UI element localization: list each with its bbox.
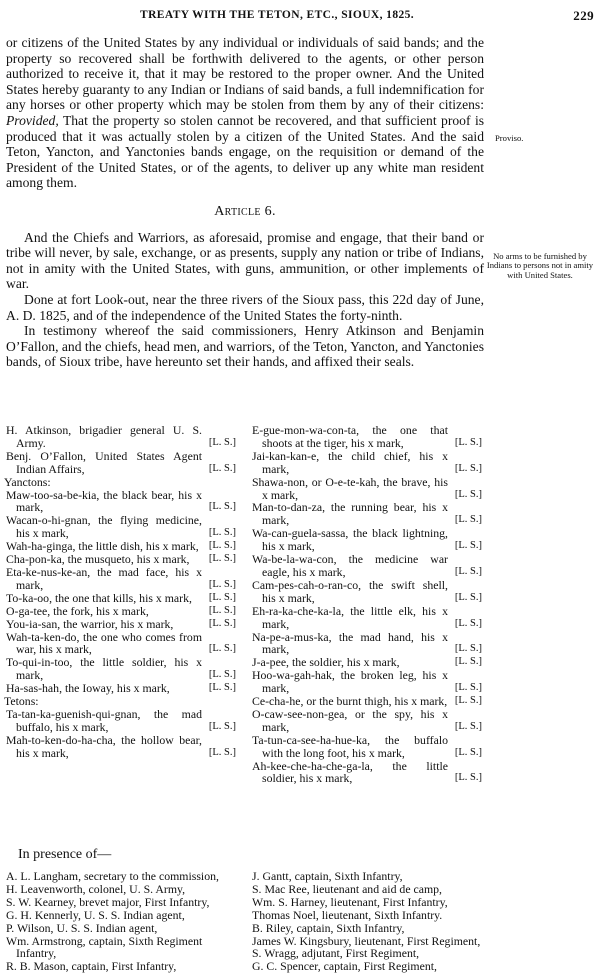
signature-text: O-caw-see-non-gea, or the spy, his x mark, bbox=[252, 706, 448, 734]
signature-text: Jai-kan-kan-e, the child chief, his x mark, bbox=[252, 448, 448, 476]
signature-entry bbox=[252, 450, 484, 476]
signature-entry bbox=[6, 450, 238, 476]
seal-mark: [L. S.] bbox=[454, 540, 482, 552]
signature-text: Ta-tun-ca-see-ha-hue-ka, the buffalo with the long foot, his x mark, bbox=[252, 732, 448, 760]
seal-mark: [L. S.] bbox=[208, 527, 236, 539]
seal-mark: [L. S.] bbox=[208, 578, 236, 590]
article-heading: Article 6. bbox=[214, 203, 276, 219]
seal-mark: [L. S.] bbox=[454, 643, 482, 655]
signature-text: Tetons: bbox=[4, 694, 39, 709]
seal-mark: [L. S.] bbox=[208, 501, 236, 513]
paragraph-2: And the Chiefs and Warriors, as aforesaid, promise and engage, that their band or tribe will never, by sale, exchange, or as presents, supply any nation or tribe of Indians, not in amity with the United States, with guns, ammunition, or other implements of war. bbox=[6, 229, 484, 292]
seal-mark: [L. S.] bbox=[208, 591, 236, 603]
signature-text: Wacan-o-hi-gnan, the flying medicine, his x mark, bbox=[6, 513, 202, 541]
paragraph-3: Done at fort Look-out, near the three rivers of the Sioux pass, this 22d day of June, A. D. 1825, and of the independence of the United States the forty-ninth. bbox=[6, 291, 484, 323]
seal-mark: [L. S.] bbox=[208, 436, 236, 448]
signature-entry bbox=[6, 708, 238, 734]
seal-mark: [L. S.] bbox=[208, 720, 236, 732]
signature-text: Eh-ra-ka-che-ka-la, the little elk, his x mark, bbox=[252, 603, 448, 631]
running-header bbox=[0, 9, 600, 25]
signature-text: Maw-too-sa-be-kia, the black bear, his x mark, bbox=[6, 487, 202, 515]
signature-text: Benj. O’Fallon, United States Agent Indian Affairs, bbox=[6, 448, 202, 476]
witness-entry: G. H. Kennerly, U. S. S. Indian agent, bbox=[6, 907, 185, 922]
signature-text: Wa-be-la-wa-con, the medicine war eagle, his x mark, bbox=[252, 552, 448, 579]
signature-entry bbox=[252, 708, 484, 734]
signature-entry bbox=[252, 631, 484, 657]
proviso-word: Provided, bbox=[6, 112, 59, 128]
signature-entry bbox=[6, 514, 238, 540]
paragraph-4: In testimony whereof the said commissioners, Henry Atkinson and Benjamin O’Fallon, and the chiefs, head men, and warriors, of the Teton, Yancton, and Yanctonies bands, of Sioux tribe, have hereunto set their hands, and affixed their seals. bbox=[6, 323, 484, 370]
signature-text: Ta-tan-ka-guenish-qui-gnan, the mad buffalo, his x mark, bbox=[6, 706, 202, 734]
seal-mark: [L. S.] bbox=[454, 436, 482, 448]
seal-mark: [L. S.] bbox=[208, 462, 236, 474]
signature-entry bbox=[252, 424, 484, 450]
signature-text: H. Atkinson, brigadier general U. S. Army. bbox=[6, 423, 202, 450]
seal-mark: [L. S.] bbox=[454, 514, 482, 526]
treaty-body bbox=[6, 35, 484, 370]
signatures-left-column bbox=[6, 424, 238, 760]
witness-entry: Thomas Noel, lieutenant, Sixth Infantry. bbox=[252, 907, 443, 922]
signature-entry bbox=[252, 476, 484, 502]
margin-note-arms: No arms to be furnished by Indians to persons not in amity with United States. bbox=[486, 251, 594, 280]
seal-mark: [L. S.] bbox=[454, 772, 482, 784]
signature-text: Ah-kee-che-ha-che-ga-la, the little soldier, his x mark, bbox=[252, 758, 448, 786]
signature-entry bbox=[252, 579, 484, 605]
signature-text: Hoo-wa-gah-hak, the broken leg, his x mark, bbox=[252, 668, 448, 696]
signature-entry bbox=[6, 489, 238, 515]
seal-mark: [L. S.] bbox=[454, 656, 482, 668]
seal-mark: [L. S.] bbox=[454, 462, 482, 474]
signature-entry bbox=[252, 501, 484, 527]
signature-text: J-a-pee, the soldier, his x mark, bbox=[252, 655, 400, 670]
seal-mark: [L. S.] bbox=[208, 617, 236, 629]
witness-entry: S. Mac Ree, lieutenant and aid de camp, bbox=[252, 881, 442, 896]
seal-mark: [L. S.] bbox=[208, 540, 236, 552]
witnesses-right-column bbox=[252, 870, 484, 973]
signature-entry bbox=[6, 734, 238, 760]
witness-entry: B. Riley, captain, Sixth Infantry, bbox=[252, 920, 405, 935]
signature-text: Ce-cha-he, or the burnt thigh, his x mark, bbox=[252, 694, 448, 709]
witness-entry: G. C. Spencer, captain, First Regiment, bbox=[252, 959, 437, 973]
header-title: TREATY WITH THE TETON, ETC., SIOUX, 1825. bbox=[140, 9, 415, 21]
witness-entry: Wm. S. Harney, lieutenant, First Infantry, bbox=[252, 894, 448, 909]
witness-entry: R. B. Mason, captain, First Infantry, bbox=[6, 959, 177, 973]
paragraph-1: or citizens of the United States by any individual or individuals of said bands; and the property so recovered shall be forthwith delivered to the agents, or other person authorized to receive it, that it may be restored to the proper owner. And the United States hereby guaranty to any Indian or Indians of said bands, a full indemnification for any horses or other property which may be stolen from them by any of their citizens: Provided, That the property so stolen cannot be recovered, and that sufficient proof is produced that it was actually stolen by a citizen of the United States. And the said Teton, Yancton, and Yanctonies bands engage, on the requisition or demand of the President of the United States, or of the agents, to deliver up any white man resident among them. bbox=[6, 35, 485, 191]
signature-text: Yanctons: bbox=[4, 474, 51, 489]
seal-mark: [L. S.] bbox=[454, 682, 482, 694]
seal-mark: [L. S.] bbox=[454, 746, 482, 758]
signature-text: Man-to-dan-za, the running bear, his x mark, bbox=[252, 500, 448, 528]
witness-entry: S. Wragg, adjutant, First Regiment, bbox=[252, 946, 420, 961]
witness-entry: A. L. Langham, secretary to the commission, bbox=[6, 869, 219, 883]
signature-entry bbox=[6, 566, 238, 592]
seal-mark: [L. S.] bbox=[208, 643, 236, 655]
seal-mark: [L. S.] bbox=[454, 617, 482, 629]
signature-entry bbox=[6, 656, 238, 682]
signature-text: Mah-to-ken-do-ha-cha, the hollow bear, his x mark, bbox=[6, 732, 202, 760]
signature-text: Ha-sas-hah, the Ioway, his x mark, bbox=[6, 681, 170, 696]
witness-entry: J. Gantt, captain, Sixth Infantry, bbox=[252, 869, 403, 883]
signature-entry bbox=[6, 631, 238, 657]
signature-text: To-qui-in-too, the little soldier, his x mark, bbox=[6, 655, 202, 683]
seal-mark: [L. S.] bbox=[454, 695, 482, 707]
signature-text: Na-pe-a-mus-ka, the mad hand, his x mark, bbox=[252, 629, 448, 657]
signature-text: Cam-pes-cah-o-ran-co, the swift shell, his x mark, bbox=[252, 577, 448, 605]
seal-mark: [L. S.] bbox=[454, 591, 482, 603]
signature-text: Wa-can-guela-sassa, the black lightning, his x mark, bbox=[252, 526, 448, 554]
signature-entry bbox=[252, 527, 484, 553]
signature-entry bbox=[252, 553, 484, 579]
seal-mark: [L. S.] bbox=[208, 682, 236, 694]
signature-entry bbox=[252, 605, 484, 631]
seal-mark: [L. S.] bbox=[208, 553, 236, 565]
signature-text: Eta-ke-nus-ke-an, the mad face, his x mark, bbox=[6, 564, 202, 592]
seal-mark: [L. S.] bbox=[454, 488, 482, 500]
page-number: 229 bbox=[573, 8, 594, 23]
signature-text: You-ia-san, the warrior, his x mark, bbox=[6, 616, 174, 631]
seal-mark: [L. S.] bbox=[208, 746, 236, 758]
witness-entry: Wm. Armstrong, captain, Sixth Regiment Infantry, bbox=[6, 933, 203, 961]
signature-text: To-ka-oo, the one that kills, his x mark, bbox=[6, 590, 192, 605]
seal-mark: [L. S.] bbox=[208, 669, 236, 681]
witness-entry: James W. Kingsbury, lieutenant, First Regiment, bbox=[252, 933, 481, 948]
seal-mark: [L. S.] bbox=[454, 565, 482, 577]
signature-text: O-ga-tee, the fork, his x mark, bbox=[6, 603, 149, 618]
witness-entry: P. Wilson, U. S. S. Indian agent, bbox=[6, 920, 158, 935]
witness-entry: S. W. Kearney, brevet major, First Infantry, bbox=[6, 894, 210, 909]
signature-text: Wah-ta-ken-do, the one who comes from war, his x mark, bbox=[6, 629, 202, 657]
signature-text: Wah-ha-ginga, the little dish, his x mark, bbox=[6, 539, 199, 554]
signature-text: Shawa-non, or O-e-te-kah, the brave, his x mark, bbox=[252, 474, 448, 502]
signature-text: Cha-pon-ka, the musqueto, his x mark, bbox=[6, 552, 190, 567]
signatures-right-column bbox=[252, 424, 484, 785]
signature-entry bbox=[6, 682, 238, 695]
seal-mark: [L. S.] bbox=[454, 720, 482, 732]
signature-entry bbox=[252, 734, 484, 760]
signature-entry bbox=[252, 669, 484, 695]
signature-text: E-gue-mon-wa-con-ta, the one that shoots at the tiger, his x mark, bbox=[252, 423, 448, 450]
presence-heading: In presence of— bbox=[18, 847, 112, 862]
signature-entry bbox=[252, 760, 484, 786]
seal-mark: [L. S.] bbox=[208, 604, 236, 616]
signature-entry bbox=[6, 424, 238, 450]
margin-note-proviso: Proviso. bbox=[495, 133, 524, 143]
witness-entry: H. Leavenworth, colonel, U. S. Army, bbox=[6, 881, 186, 896]
witnesses-left-column bbox=[6, 870, 238, 973]
